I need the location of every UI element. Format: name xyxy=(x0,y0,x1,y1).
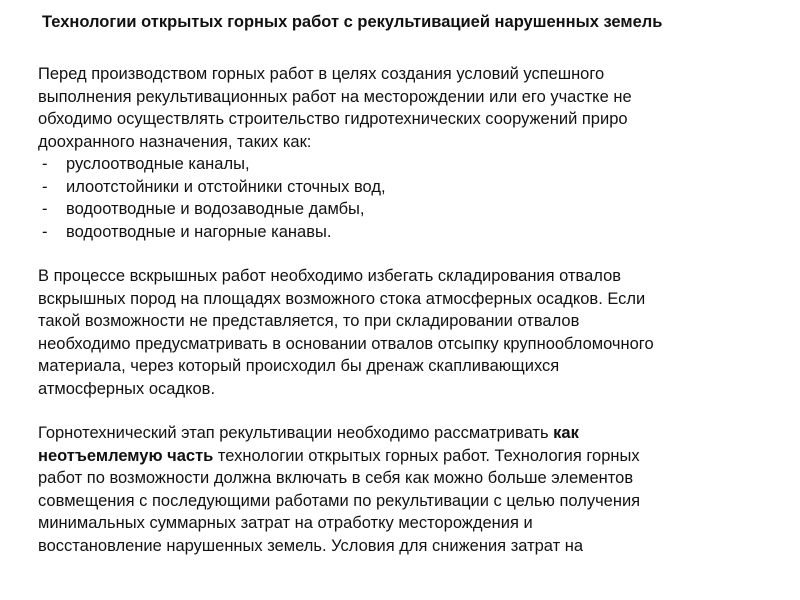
list-item: - водоотводные и нагорные канавы. xyxy=(38,221,778,244)
page-title: Технологии открытых горных работ с рекультивацией нарушенных земель xyxy=(42,13,663,31)
paragraph-spacer xyxy=(38,400,778,422)
paragraph-intro xyxy=(38,63,778,153)
text-line: необходимо предусматривать в основании отвалов отсыпку крупнообломочного xyxy=(38,334,654,353)
bold-emphasis: неотъемлемую часть xyxy=(38,446,214,465)
list-item: - руслоотводные каналы, xyxy=(38,153,778,176)
list-item: - водоотводные и водозаводные дамбы, xyxy=(38,198,778,221)
bold-emphasis: как xyxy=(553,424,579,442)
text-line: материала, через который происходил бы дренаж скапливающихся xyxy=(38,357,560,375)
text-line: такой возможности не представляется, то при складировании отвалов xyxy=(38,312,580,330)
text-line: минимальных суммарных затрат на отработку месторождения и xyxy=(38,514,533,532)
text-line: выполнения рекультивационных работ на месторождении или его участке не xyxy=(38,87,632,106)
structures-list xyxy=(38,153,778,243)
text-line: доохранного назначения, таких как: xyxy=(38,132,312,151)
list-item: - илоотстойники и отстойники сточных вод, xyxy=(38,176,778,199)
paragraph-overburden xyxy=(38,265,778,400)
text-line: работ по возможности должна включать в себя как можно больше элементов xyxy=(38,469,634,487)
text-fragment: технологии открытых горных работ. Технология горных xyxy=(213,446,640,465)
text-line: вскрышных пород на площадях возможного стока атмосферных осадков. Если xyxy=(38,289,646,308)
text-fragment: Горнотехнический этап рекультивации необходимо рассматривать xyxy=(38,424,554,442)
document-body xyxy=(38,63,778,557)
text-line: восстановление нарушенных земель. Условия для снижения затрат на xyxy=(38,536,584,555)
text-line: совмещения с последующими работами по рекультивации с целью получения xyxy=(38,491,641,510)
paragraph-spacer xyxy=(38,243,778,265)
text-line xyxy=(38,422,778,445)
paragraph-mining-stage xyxy=(38,422,778,557)
text-line: В процессе вскрышных работ необходимо избегать складирования отвалов xyxy=(38,267,622,285)
text-line: атмосферных осадков. xyxy=(38,379,216,398)
text-line: Перед производством горных работ в целях создания условий успешного xyxy=(38,65,605,83)
text-line xyxy=(38,445,778,468)
text-line: обходимо осуществлять строительство гидротехнических сооружений приро xyxy=(38,110,628,128)
